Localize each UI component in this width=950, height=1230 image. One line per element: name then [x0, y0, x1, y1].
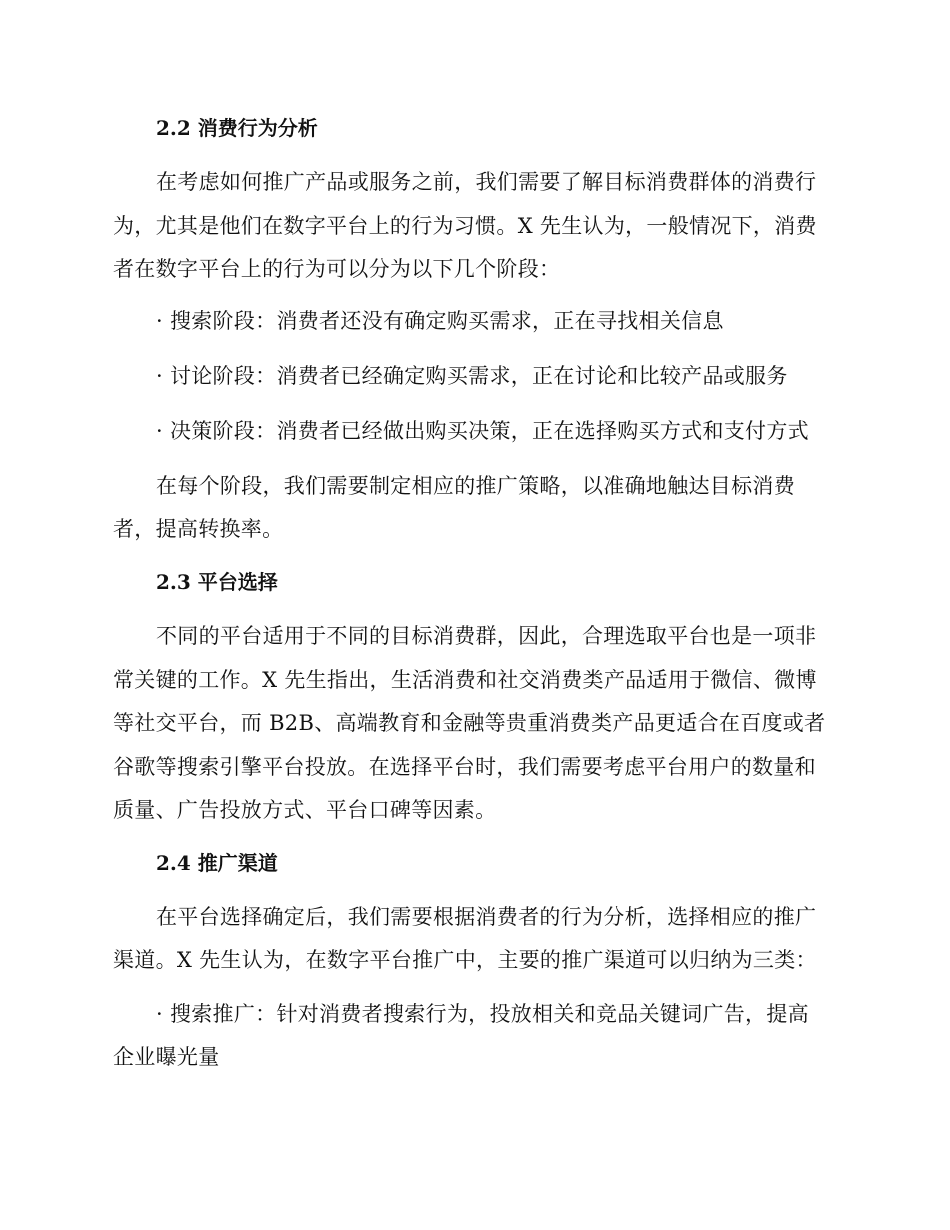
paragraph-line: 者，提高转换率。: [113, 517, 284, 541]
section-heading-2-3: 2.3 平台选择: [156, 570, 278, 594]
paragraph-line: 为，尤其是他们在数字平台上的行为习惯。X 先生认为，一般情况下，消费: [113, 214, 817, 238]
bullet-item: · 讨论阶段：消费者已经确定购买需求，正在讨论和比较产品或服务: [156, 364, 788, 388]
bullet-item: · 搜索阶段：消费者还没有确定购买需求，正在寻找相关信息: [156, 309, 724, 333]
section-heading-2-2: 2.2 消费行为分析: [156, 116, 318, 140]
paragraph-line: 在考虑如何推广产品或服务之前，我们需要了解目标消费群体的消费行: [156, 170, 817, 194]
paragraph-line: 等社交平台，而 B2B、高端教育和金融等贵重消费类产品更适合在百度或者: [113, 711, 826, 735]
paragraph-line: 者在数字平台上的行为可以分为以下几个阶段：: [113, 257, 561, 281]
paragraph-line: 常关键的工作。X 先生指出，生活消费和社交消费类产品适用于微信、微博: [113, 668, 817, 692]
paragraph-line: 不同的平台适用于不同的目标消费群，因此，合理选取平台也是一项非: [156, 624, 817, 648]
section-heading-2-4: 2.4 推广渠道: [156, 851, 278, 875]
paragraph-line: 渠道。X 先生认为，在数字平台推广中，主要的推广渠道可以归纳为三类：: [113, 948, 817, 972]
paragraph-line: 在平台选择确定后，我们需要根据消费者的行为分析，选择相应的推广: [156, 905, 817, 929]
bullet-item: · 决策阶段：消费者已经做出购买决策，正在选择购买方式和支付方式: [156, 419, 809, 443]
bullet-item: · 搜索推广：针对消费者搜索行为，投放相关和竞品关键词广告，提高: [156, 1002, 809, 1026]
bullet-item-continuation: 企业曝光量: [113, 1045, 220, 1069]
paragraph-line: 谷歌等搜索引擎平台投放。在选择平台时，我们需要考虑平台用户的数量和: [113, 755, 816, 779]
paragraph-line: 在每个阶段，我们需要制定相应的推广策略，以准确地触达目标消费: [156, 474, 795, 498]
paragraph-line: 质量、广告投放方式、平台口碑等因素。: [113, 798, 497, 822]
